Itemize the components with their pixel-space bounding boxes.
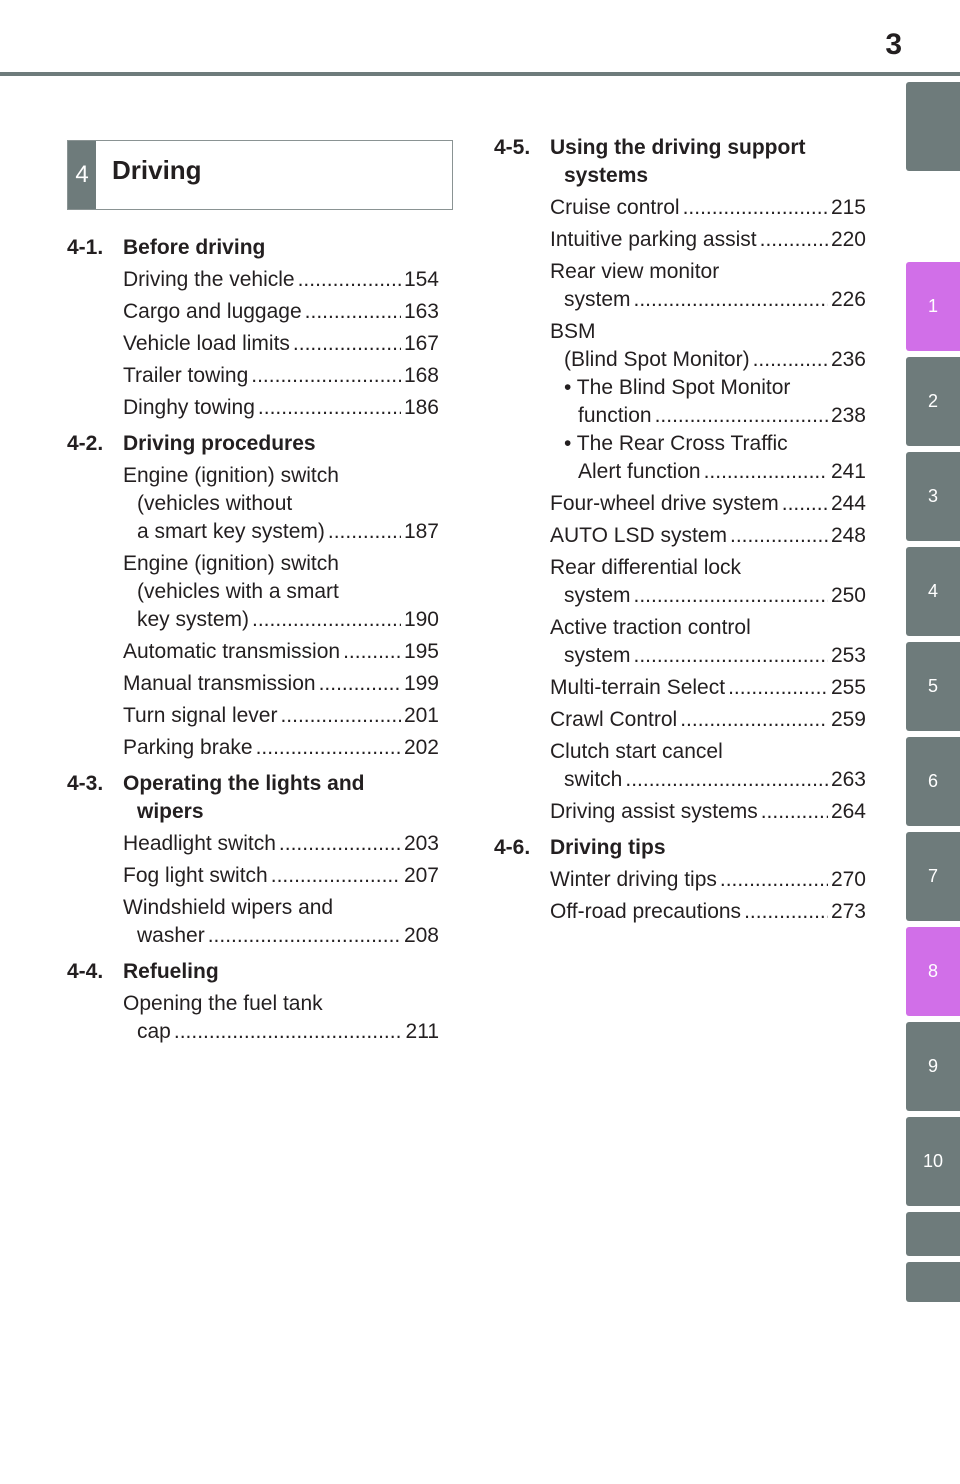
entry-label: Parking brake [123,736,253,759]
toc-entry[interactable] [550,554,866,610]
entry-label: Four-wheel drive system [550,492,779,515]
entry-label: Rear view monitor [550,260,720,283]
entry-label-cont: Alert function [578,460,701,483]
entry-label: Cargo and luggage [123,300,302,323]
toc-entry[interactable] [550,898,866,926]
toc-entry[interactable] [123,990,439,1046]
toc-entry[interactable] [550,258,866,314]
toc-subentry[interactable] [550,374,866,430]
toc-entry[interactable] [550,614,866,670]
toc-group-title [67,430,439,458]
toc-entry[interactable] [123,550,439,634]
chapter-tab-10[interactable]: 10 [906,1117,960,1206]
entry-page: 163 [403,300,439,323]
toc-entry[interactable] [123,394,439,422]
group-title-text: Driving procedures [123,432,316,455]
chapter-tab-3[interactable]: 3 [906,452,960,541]
group-title-text: Driving tips [550,836,666,859]
chapter-tab-5[interactable]: 5 [906,642,960,731]
entry-page: 270 [830,868,866,891]
group-title-text: Refueling [123,960,219,983]
entry-page: 259 [830,708,866,731]
toc-entry[interactable] [550,226,866,254]
group-number: 4-3. [67,772,104,795]
toc-entry[interactable] [123,894,439,950]
entry-label: BSM [550,320,596,343]
group-number: 4-5. [494,136,531,159]
toc-entry[interactable] [123,862,439,890]
entry-page: 195 [403,640,439,663]
entry-label: Trailer towing [123,364,249,387]
entry-label: Cruise control [550,196,680,219]
toc-entry[interactable] [123,266,439,294]
group-title-text: Before driving [123,236,266,259]
entry-page: 263 [830,768,866,791]
entry-label: Driving the vehicle [123,268,295,291]
entry-label-cont: washer [137,924,205,947]
entry-label: Opening the fuel tank [123,992,323,1015]
entry-page: 241 [830,460,866,483]
entry-page: 211 [405,1020,439,1043]
entry-page: 168 [403,364,439,387]
entry-label: Fog light switch [123,864,268,887]
entry-page: 201 [403,704,439,727]
toc-right-column [494,134,866,930]
entry-label: Winter driving tips [550,868,717,891]
page-number: 3 [885,28,902,61]
entry-label: • The Blind Spot Monitor [564,376,791,399]
entry-label: Active traction control [550,616,751,639]
entry-label-cont: switch [564,768,623,791]
entry-label-cont: system [564,584,631,607]
toc-group-title [494,834,866,862]
entry-page: 167 [403,332,439,355]
group-number: 4-4. [67,960,104,983]
entry-page: 248 [830,524,866,547]
toc-entry[interactable] [123,330,439,358]
entry-page: 220 [830,228,866,251]
toc-entry[interactable] [550,738,866,794]
entry-page: 236 [830,348,866,371]
chapter-tab-4[interactable]: 4 [906,547,960,636]
toc-entry[interactable] [550,522,866,550]
chapter-tab-2[interactable]: 2 [906,357,960,446]
group-number: 4-1. [67,236,104,259]
section-number: 4 [68,141,96,209]
entry-label: Dinghy towing [123,396,255,419]
entry-label: Engine (ignition) switch [123,552,339,575]
entry-label-cont: (vehicles with a smart [137,580,339,603]
entry-page: 203 [403,832,439,855]
toc-entry[interactable] [550,798,866,826]
toc-entry[interactable] [123,638,439,666]
toc-entry[interactable] [550,194,866,222]
entry-page: 202 [403,736,439,759]
entry-page: 208 [403,924,439,947]
entry-label: Manual transmission [123,672,316,695]
chapter-tab-blank-top[interactable] [906,82,960,171]
toc-entry[interactable] [550,490,866,518]
entry-label: Driving assist systems [550,800,758,823]
entry-page: 255 [830,676,866,699]
toc-entry[interactable] [123,670,439,698]
toc-entry[interactable] [550,706,866,734]
entry-label: Headlight switch [123,832,276,855]
entry-page: 187 [403,520,439,543]
entry-label: Turn signal lever [123,704,278,727]
entry-page: 190 [403,608,439,631]
entry-page: 273 [830,900,866,923]
entry-label: Multi-terrain Select [550,676,726,699]
entry-label-cont: function [578,404,652,427]
entry-label-cont: cap [137,1020,171,1043]
entry-label: Clutch start cancel [550,740,723,763]
header-rule [0,72,960,76]
toc-entry[interactable] [123,830,439,858]
toc-subentry[interactable] [550,430,866,486]
group-title-text: Using the driving support [550,136,806,159]
toc-entry[interactable] [123,734,439,762]
entry-label-cont: (vehicles without [137,492,293,515]
chapter-tab-7[interactable]: 7 [906,832,960,921]
chapter-tab-6[interactable]: 6 [906,737,960,826]
entry-label: Windshield wipers and [123,896,334,919]
chapter-tab-9[interactable]: 9 [906,1022,960,1111]
toc-group-title [494,134,866,190]
entry-page: 226 [830,288,866,311]
entry-page: 244 [830,492,866,515]
entry-page: 264 [830,800,866,823]
toc-entry[interactable] [550,318,866,374]
entry-label: • The Rear Cross Traffic [564,432,788,455]
toc-entry[interactable] [123,362,439,390]
chapter-tab-1[interactable]: 1 [906,262,960,351]
toc-entry[interactable] [123,702,439,730]
toc-entry[interactable] [123,298,439,326]
entry-label: Off-road precautions [550,900,742,923]
entry-page: 199 [403,672,439,695]
toc-group-title [67,234,439,262]
toc-entry[interactable] [550,674,866,702]
group-number: 4-2. [67,432,104,455]
entry-page: 250 [830,584,866,607]
entry-label-cont: (Blind Spot Monitor) [564,348,750,371]
entry-page: 253 [830,644,866,667]
entry-page: 186 [403,396,439,419]
chapter-tab-blank-1[interactable] [906,1212,960,1256]
toc-group-title [67,958,439,986]
group-title-text-cont: systems [564,164,649,187]
entry-label-cont: system [564,288,631,311]
toc-left-column [67,234,439,1050]
entry-label: Rear differential lock [550,556,742,579]
entry-label: AUTO LSD system [550,524,727,547]
entry-page: 207 [403,864,439,887]
toc-group-title [67,770,439,826]
entry-label-cont: system [564,644,631,667]
entry-page: 215 [830,196,866,219]
chapter-tab-blank-2[interactable] [906,1262,960,1302]
entry-label-cont: a smart key system) [137,520,325,543]
group-title-text-cont: wipers [137,800,204,823]
entry-page: 154 [403,268,439,291]
chapter-tab-8[interactable]: 8 [906,927,960,1016]
entry-label: Vehicle load limits [123,332,290,355]
toc-entry[interactable] [550,866,866,894]
section-header [67,140,453,210]
group-number: 4-6. [494,836,531,859]
entry-label: Crawl Control [550,708,678,731]
section-title: Driving [112,155,202,185]
entry-label-cont: key system) [137,608,250,631]
entry-label: Automatic transmission [123,640,341,663]
entry-label: Engine (ignition) switch [123,464,339,487]
toc-entry[interactable] [123,462,439,546]
group-title-text: Operating the lights and [123,772,365,795]
entry-page: 238 [830,404,866,427]
entry-label: Intuitive parking assist [550,228,757,251]
